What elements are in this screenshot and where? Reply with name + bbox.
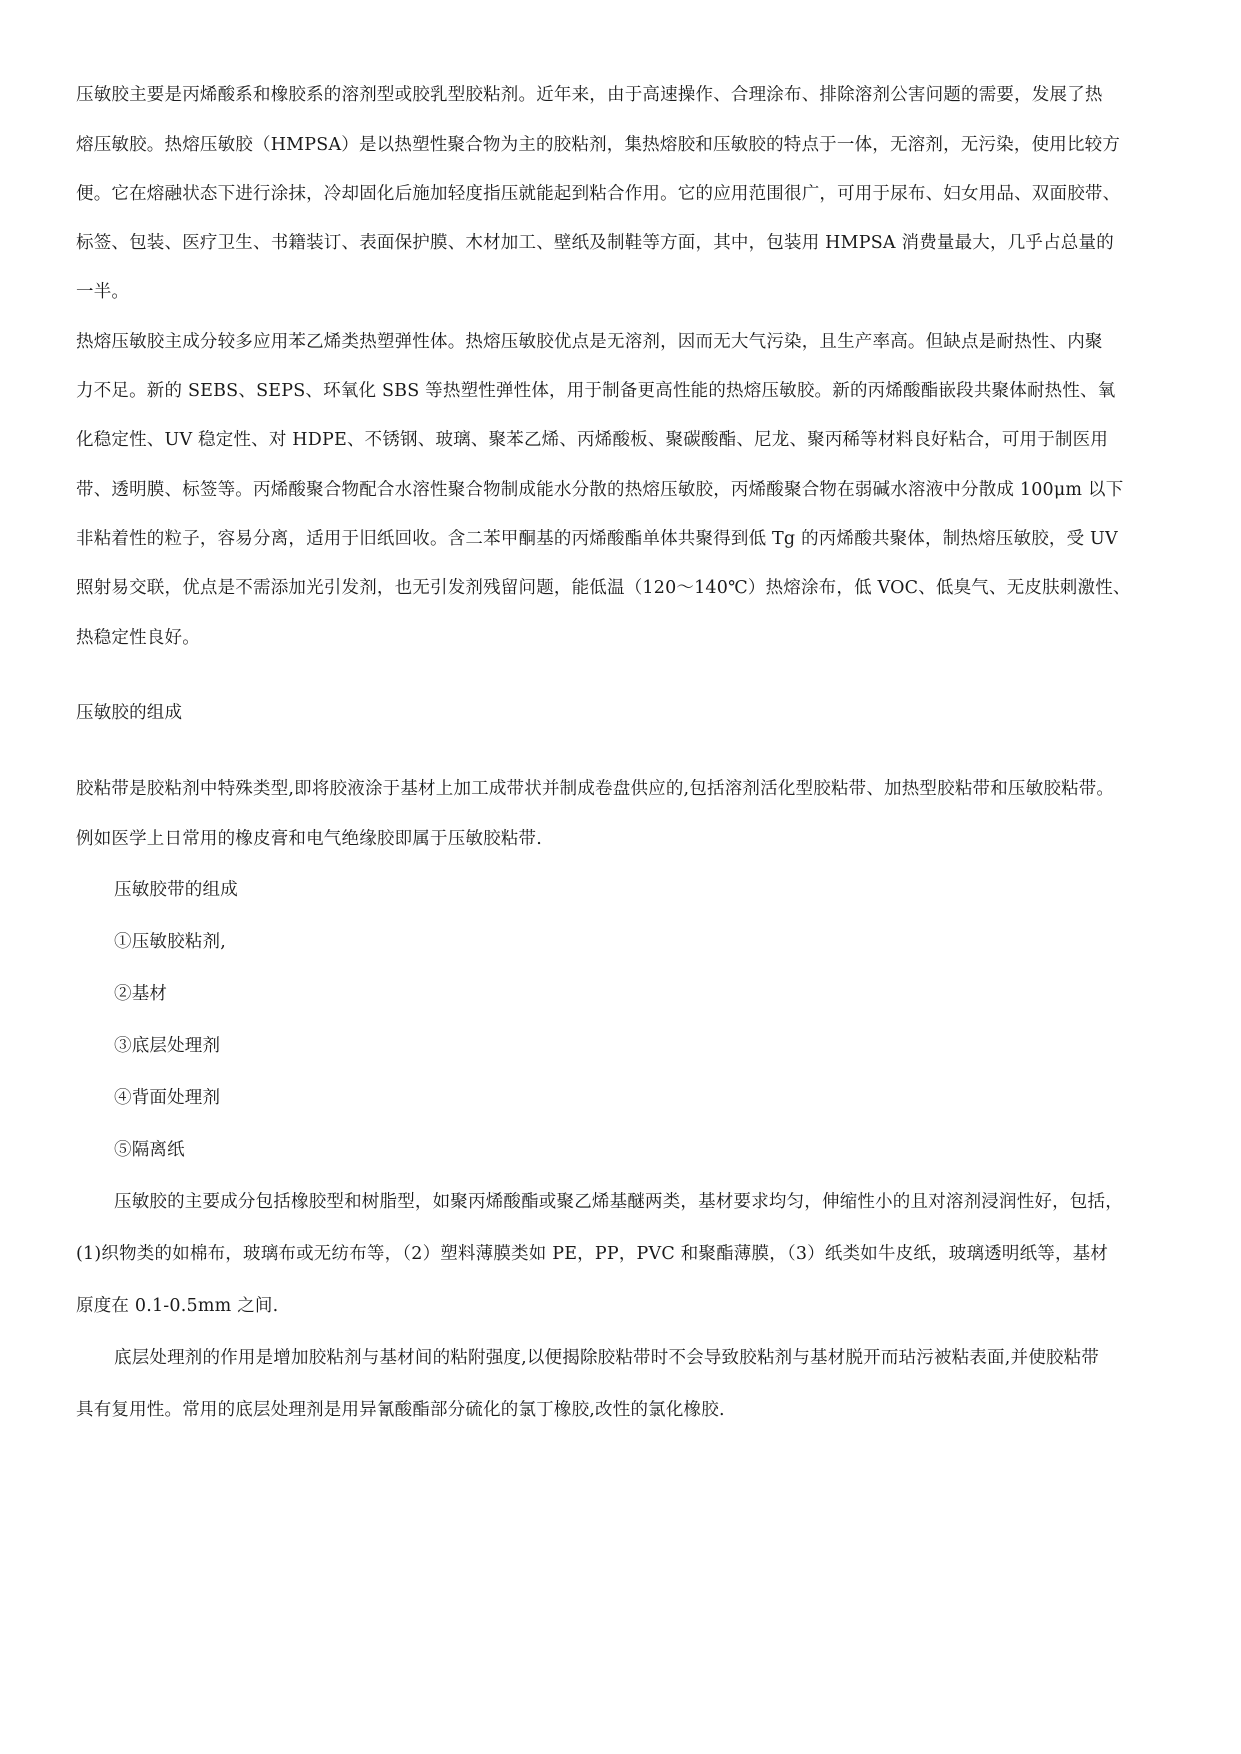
section-heading: 压敏胶的组成 — [76, 703, 183, 723]
text-line: 化稳定性、UV 稳定性、对 HDPE、不锈钢、玻璃、聚苯乙烯、丙烯酸板、聚碳酸酯、尼龙、聚丙稀等材料良好粘合，可用于制医用 — [76, 430, 1109, 450]
text-line: 热稳定性良好。 — [76, 628, 200, 648]
text-line: 照射易交联，优点是不需添加光引发剂，也无引发剂残留问题，能低温（120～140℃）热熔涂布，低 VOC、低臭气、无皮肤刺激性、 — [76, 578, 1131, 598]
list-item: ①压敏胶粘剂, — [114, 932, 226, 952]
list-item: ④背面处理剂 — [114, 1088, 221, 1108]
text-line: 便。它在熔融状态下进行涂抹，冷却固化后施加轻度指压就能起到粘合作用。它的应用范围很广，可用于尿布、妇女用品、双面胶带、 — [76, 184, 1121, 204]
text-line: 力不足。新的 SEBS、SEPS、环氧化 SBS 等热塑性弹性体，用于制备更高性能的热熔压敏胶。新的丙烯酸酯嵌段共聚体耐热性、氧 — [76, 381, 1116, 401]
text-line: 胶粘带是胶粘剂中特殊类型,即将胶液涂于基材上加工成带状并制成卷盘供应的,包括溶剂活化型胶粘带、加热型胶粘带和压敏胶粘带。 — [76, 779, 1115, 799]
text-line: 具有复用性。常用的底层处理剂是用异氰酸酯部分硫化的氯丁橡胶,改性的氯化橡胶. — [76, 1400, 725, 1420]
text-line: (1)织物类的如棉布，玻璃布或无纺布等，（2）塑料薄膜类如 PE，PP，PVC 和聚酯薄膜，（3）纸类如牛皮纸，玻璃透明纸等，基材 — [76, 1244, 1109, 1264]
text-line: 一半。 — [76, 282, 130, 302]
text-line: 压敏胶主要是丙烯酸系和橡胶系的溶剂型或胶乳型胶粘剂。近年来，由于高速操作、合理涂布、排除溶剂公害问题的需要，发展了热 — [76, 85, 1103, 105]
subsection-heading: 压敏胶带的组成 — [114, 880, 238, 900]
text-line: 标签、包装、医疗卫生、书籍装订、表面保护膜、木材加工、壁纸及制鞋等方面，其中，包装用 HMPSA 消费量最大，几乎占总量的 — [76, 233, 1114, 253]
text-line: 非粘着性的粒子，容易分离，适用于旧纸回收。含二苯甲酮基的丙烯酸酯单体共聚得到低 Tg 的丙烯酸共聚体，制热熔压敏胶，受 UV — [76, 529, 1118, 549]
text-line: 压敏胶的主要成分包括橡胶型和树脂型，如聚丙烯酸酯或聚乙烯基醚两类，基材要求均匀，伸缩性小的且对溶剂浸润性好，包括， — [114, 1192, 1123, 1212]
list-item: ③底层处理剂 — [114, 1036, 221, 1056]
text-line: 带、透明膜、标签等。丙烯酸聚合物配合水溶性聚合物制成能水分散的热熔压敏胶，丙烯酸聚合物在弱碱水溶液中分散成 100μm 以下 — [76, 480, 1124, 500]
text-line: 例如医学上日常用的橡皮膏和电气绝缘胶即属于压敏胶粘带. — [76, 829, 542, 849]
list-item: ②基材 — [114, 984, 168, 1004]
text-line: 底层处理剂的作用是增加胶粘剂与基材间的粘附强度,以便揭除胶粘带时不会导致胶粘剂与基材脱开而玷污被粘表面,并使胶粘带 — [114, 1348, 1100, 1368]
text-line: 原度在 0.1-0.5mm 之间. — [76, 1296, 279, 1316]
text-line: 热熔压敏胶主成分较多应用苯乙烯类热塑弹性体。热熔压敏胶优点是无溶剂，因而无大气污染，且生产率高。但缺点是耐热性、内聚 — [76, 332, 1103, 352]
text-line: 熔压敏胶。热熔压敏胶（HMPSA）是以热塑性聚合物为主的胶粘剂，集热熔胶和压敏胶的特点于一体，无溶剂，无污染，使用比较方 — [76, 135, 1121, 155]
list-item: ⑤隔离纸 — [114, 1140, 185, 1160]
